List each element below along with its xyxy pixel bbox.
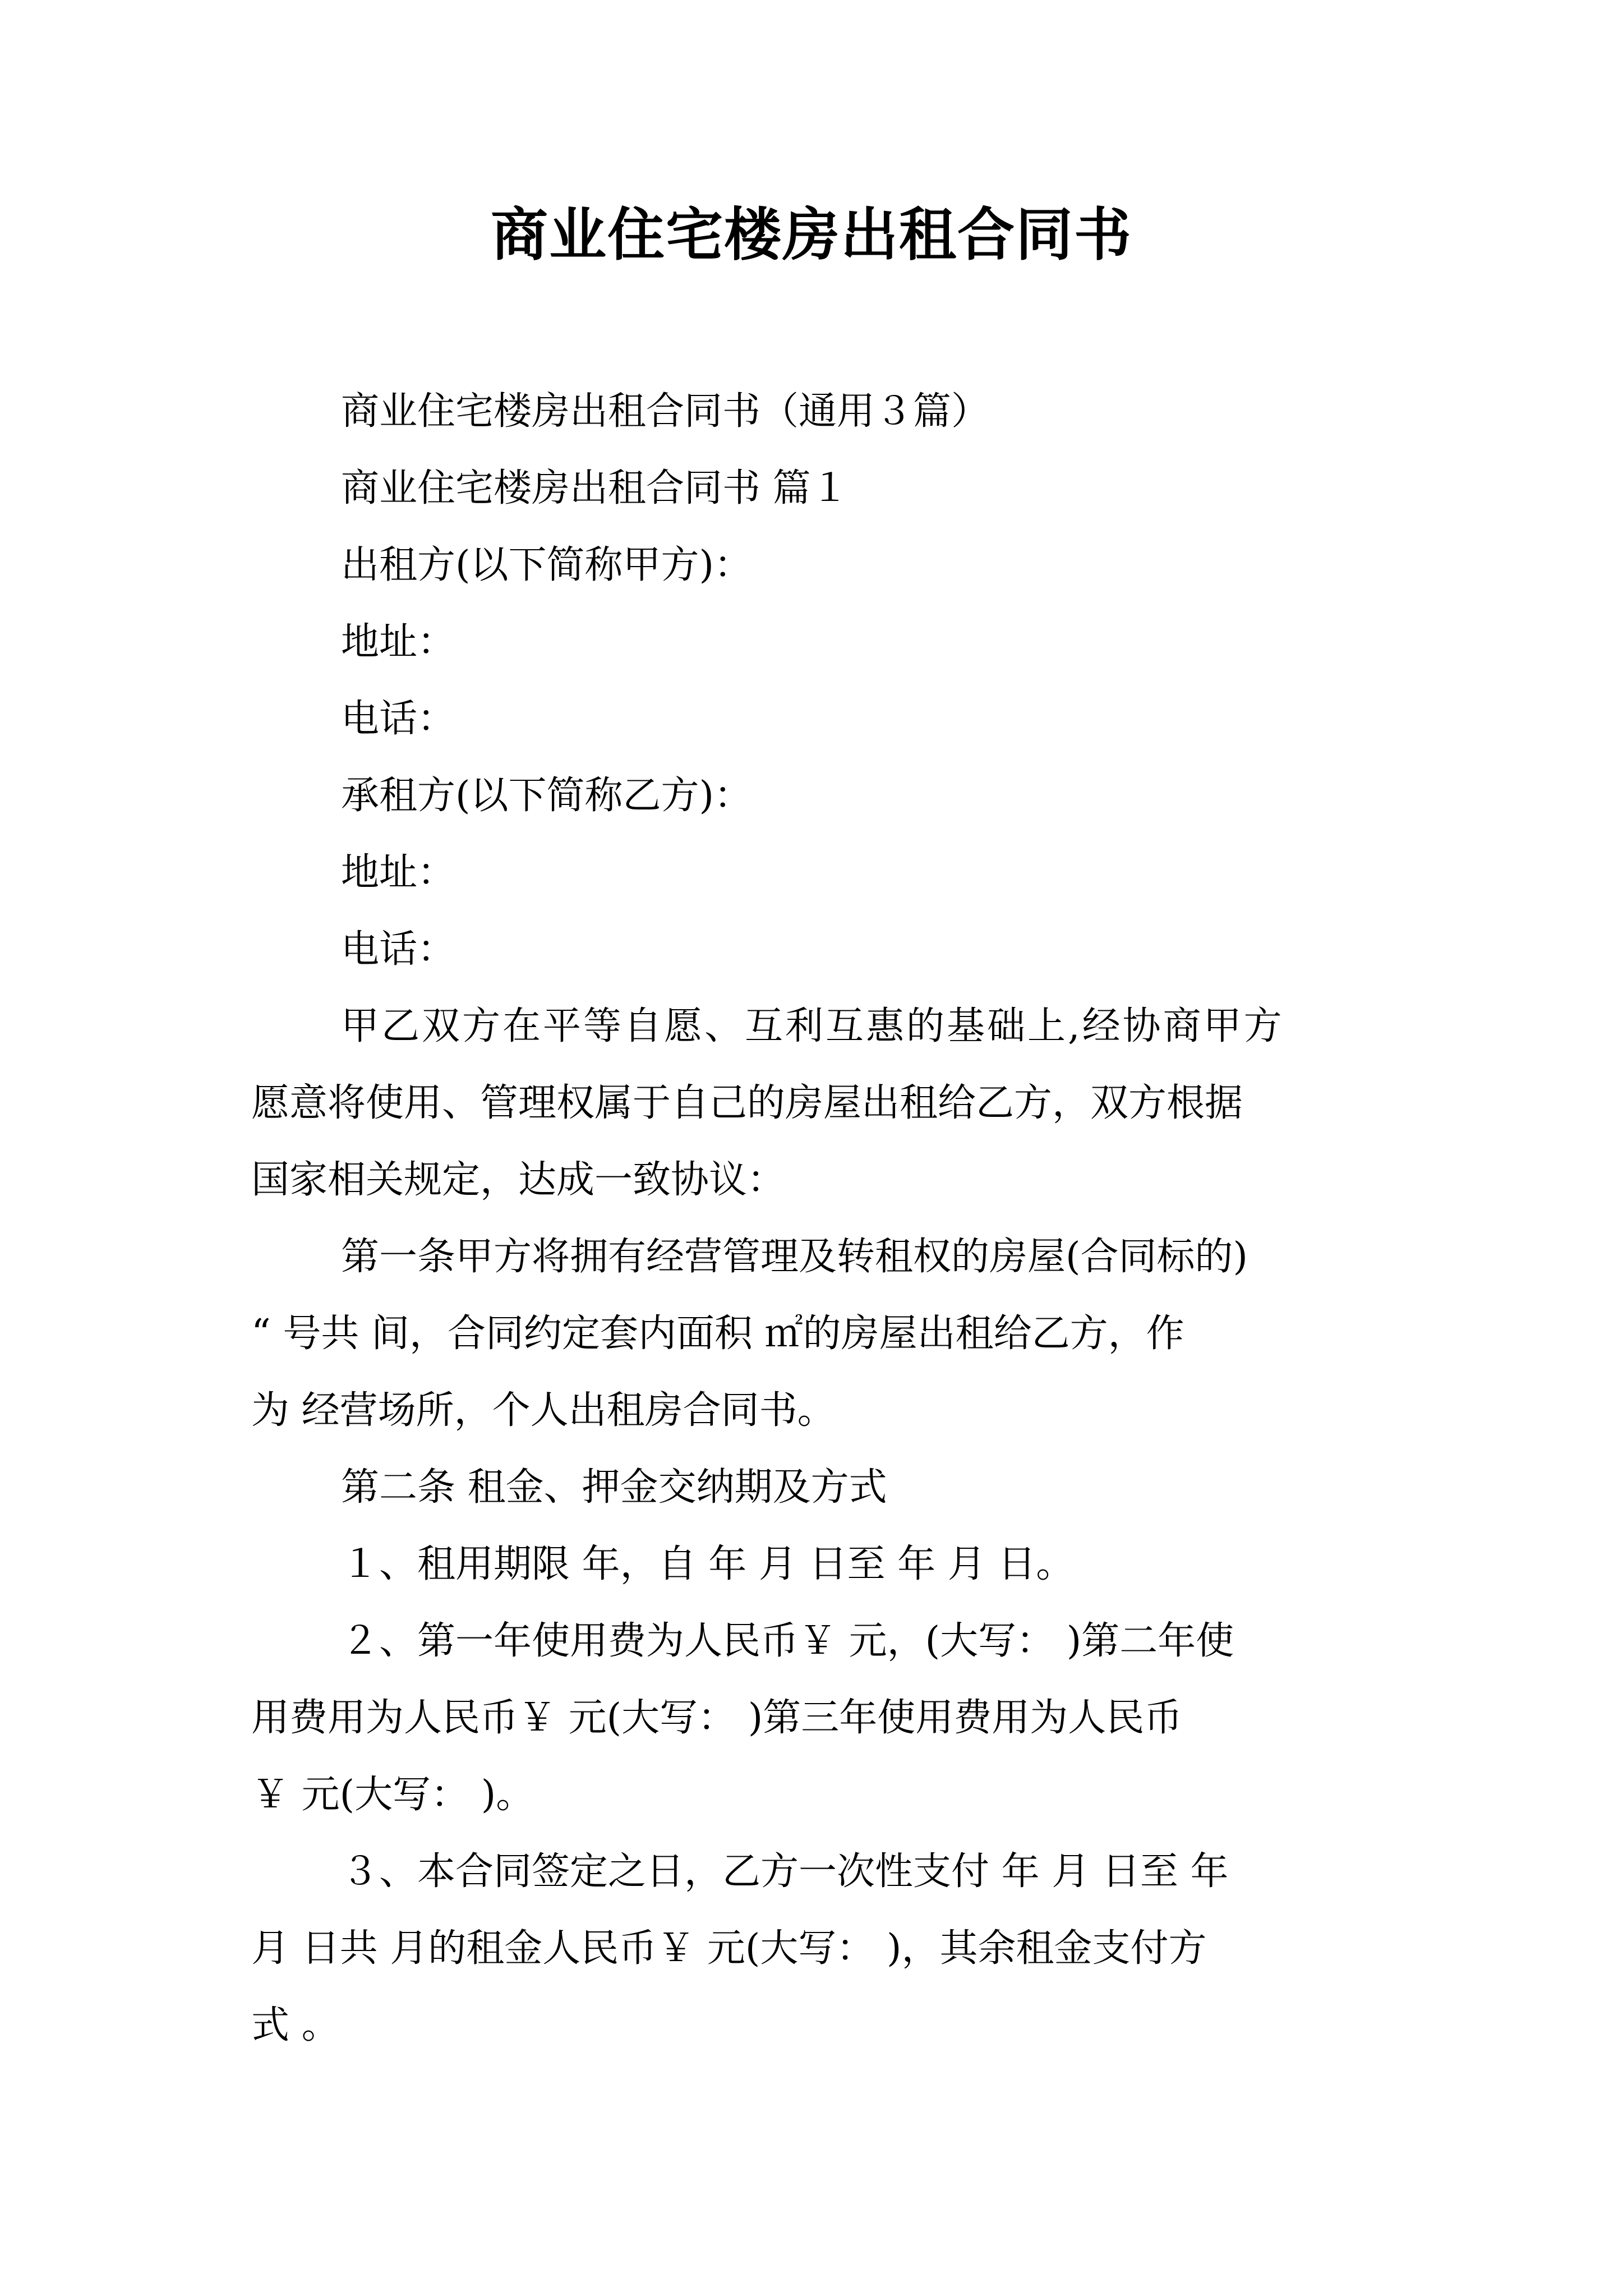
preamble-line-1: 甲乙双方在平等自愿、互利互惠的基础上,经协商甲方: [341, 1004, 1284, 1048]
clause-1-line-1: １、租用期限 年，自 年 月 日至 年 月 日。: [341, 1542, 1075, 1586]
clause-2-line-3: ￥ 元(大写： )。: [251, 1773, 534, 1817]
preamble-line-3: 国家相关规定，达成一致协议：: [251, 1158, 786, 1202]
clause-3-line-3: 式 。: [251, 2003, 340, 2047]
document-title: 商业住宅楼房出租合同书: [491, 202, 1132, 269]
subtitle-line: 商业住宅楼房出租合同书（通用３篇）: [341, 389, 990, 434]
clause-2-line-1: ２、第一年使用费为人民币￥ 元，(大写： )第二年使: [341, 1619, 1234, 1663]
preamble-line-2: 愿意将使用、管理权属于自己的房屋出租给乙方，双方根据: [251, 1081, 1243, 1125]
section-heading: 商业住宅楼房出租合同书 篇１: [341, 466, 849, 510]
article-1-line-2: “ 号共 间，合同约定套内面积 ㎡的房屋出租给乙方，作: [251, 1312, 1184, 1356]
document-body: [251, 373, 1373, 2064]
clause-3-line-1: ３、本合同签定之日，乙方一次性支付 年 月 日至 年: [341, 1849, 1229, 1894]
lessee-label: 承租方(以下简称乙方)：: [341, 774, 753, 818]
lessor-phone-label: 电话：: [341, 697, 456, 741]
article-1-line-3: 为 经营场所，个人出租房合同书。: [251, 1388, 836, 1433]
article-2-heading: 第二条 租金、押金交纳期及方式: [341, 1465, 887, 1510]
lessee-phone-label: 电话：: [341, 927, 456, 972]
clause-2-line-2: 用费用为人民币￥ 元(大写： )第三年使用费用为人民币: [251, 1696, 1183, 1740]
lessee-address-label: 地址：: [341, 850, 456, 895]
lessor-label: 出租方(以下简称甲方)：: [341, 543, 753, 587]
lessor-address-label: 地址：: [341, 620, 456, 664]
clause-3-line-2: 月 日共 月的租金人民币￥ 元(大写： )，其余租金支付方: [251, 1926, 1207, 1971]
article-1-line-1: 第一条甲方将拥有经营管理及转租权的房屋(合同标的): [341, 1235, 1248, 1279]
